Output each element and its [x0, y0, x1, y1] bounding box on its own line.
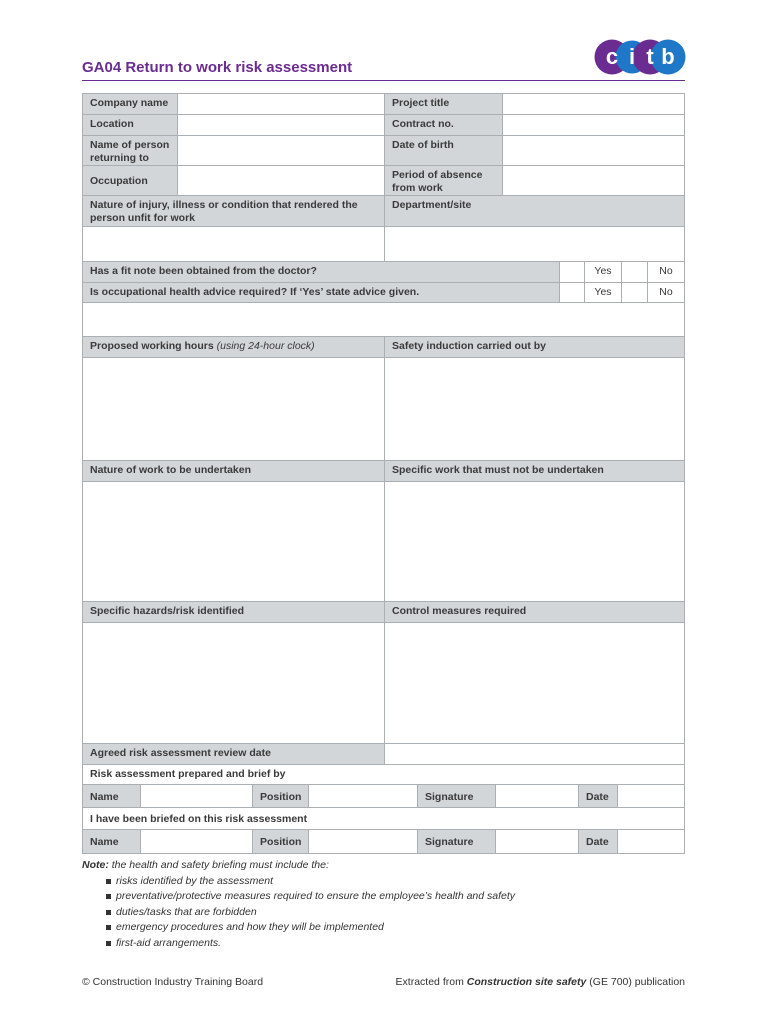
prepared-name-label: Name	[82, 784, 141, 808]
briefed-signature-label: Signature	[417, 829, 496, 854]
nature-work-field[interactable]	[82, 481, 385, 602]
period-absence-field[interactable]	[502, 165, 685, 196]
occ-health-question: Is occupational health advice required? If ‘Yes’ state advice given.	[82, 282, 560, 303]
safety-induction-field[interactable]	[384, 357, 685, 461]
occ-health-advice-field[interactable]	[82, 302, 685, 337]
briefed-position-label: Position	[252, 829, 309, 854]
briefed-date-label: Date	[578, 829, 618, 854]
prepared-position-field[interactable]	[308, 784, 418, 808]
review-date-label: Agreed risk assessment review date	[82, 743, 385, 765]
hazards-label: Specific hazards/risk identified	[82, 601, 385, 623]
prepared-by-heading: Risk assessment prepared and brief by	[82, 764, 685, 785]
project-title-label: Project title	[384, 93, 503, 115]
briefed-name-field[interactable]	[140, 829, 253, 854]
specific-not-label: Specific work that must not be undertaken	[384, 460, 685, 482]
prepared-signature-label: Signature	[417, 784, 496, 808]
note-intro-text: the health and safety briefing must include the:	[108, 859, 329, 871]
location-field[interactable]	[177, 114, 385, 136]
footer-source-suffix: (GE 700) publication	[586, 976, 685, 988]
footer-publication-title: Construction site safety	[466, 976, 587, 988]
occupation-field[interactable]	[177, 165, 385, 196]
title-divider	[82, 80, 685, 81]
project-title-field[interactable]	[502, 93, 685, 115]
proposed-hours-hint: (using 24-hour clock)	[216, 340, 315, 352]
fit-note-no-checkbox[interactable]	[621, 261, 648, 283]
prepared-date-label: Date	[578, 784, 618, 808]
occ-health-no-label: No	[647, 282, 685, 303]
company-name-field[interactable]	[177, 93, 385, 115]
fit-note-yes-checkbox[interactable]	[559, 261, 585, 283]
briefed-position-field[interactable]	[308, 829, 418, 854]
date-of-birth-label: Date of birth	[384, 135, 503, 166]
briefed-signature-field[interactable]	[495, 829, 579, 854]
proposed-hours-text: Proposed working hours	[90, 340, 214, 352]
nature-injury-field[interactable]	[82, 226, 385, 262]
hazards-field[interactable]	[82, 622, 385, 744]
svg-text:c: c	[605, 44, 619, 69]
control-measures-field[interactable]	[384, 622, 685, 744]
occ-health-yes-checkbox[interactable]	[559, 282, 585, 303]
nature-work-label: Nature of work to be undertaken	[82, 460, 385, 482]
prepared-position-label: Position	[252, 784, 309, 808]
citb-logo	[594, 39, 686, 75]
date-of-birth-field[interactable]	[502, 135, 685, 166]
note-list	[82, 874, 515, 952]
location-label: Location	[82, 114, 178, 136]
period-absence-label: Period of absence from work	[384, 165, 503, 196]
proposed-hours-label	[82, 336, 385, 358]
department-site-label: Department/site	[384, 195, 685, 227]
fit-note-question: Has a fit note been obtained from the doctor?	[82, 261, 560, 283]
svg-text:t: t	[646, 44, 654, 69]
proposed-hours-field[interactable]	[82, 357, 385, 461]
department-site-field[interactable]	[384, 226, 685, 262]
briefed-date-field[interactable]	[617, 829, 685, 854]
note-item: risks identified by the assessment	[116, 874, 515, 890]
form-title: GA04 Return to work risk assessment	[82, 59, 353, 76]
review-date-field[interactable]	[384, 743, 685, 765]
contract-no-label: Contract no.	[384, 114, 503, 136]
footer-source-prefix: Extracted from	[395, 976, 467, 988]
svg-text:i: i	[628, 44, 636, 69]
control-measures-label: Control measures required	[384, 601, 685, 623]
contract-no-field[interactable]	[502, 114, 685, 136]
occ-health-no-checkbox[interactable]	[621, 282, 648, 303]
prepared-date-field[interactable]	[617, 784, 685, 808]
fit-note-yes-label: Yes	[584, 261, 622, 283]
nature-injury-label: Nature of injury, illness or condition that rendered the person unfit for work	[82, 195, 385, 227]
prepared-signature-field[interactable]	[495, 784, 579, 808]
occupation-label: Occupation	[82, 165, 178, 196]
specific-not-field[interactable]	[384, 481, 685, 602]
occ-health-yes-label: Yes	[584, 282, 622, 303]
briefed-heading: I have been briefed on this risk assessment	[82, 807, 685, 830]
note-intro	[82, 858, 515, 874]
note-item: emergency procedures and how they will be implemented	[116, 920, 515, 936]
briefing-note	[82, 858, 515, 951]
footer-copyright: © Construction Industry Training Board	[82, 976, 264, 988]
note-label: Note:	[82, 859, 109, 871]
person-returning-label: Name of person returning to	[82, 135, 178, 166]
svg-text:b: b	[661, 44, 675, 69]
note-item: duties/tasks that are forbidden	[116, 905, 515, 921]
briefed-name-label: Name	[82, 829, 141, 854]
footer-source	[396, 976, 685, 988]
note-item: preventative/protective measures required to ensure the employee’s health and safety	[116, 889, 515, 905]
note-item: first-aid arrangements.	[116, 936, 515, 952]
safety-induction-label: Safety induction carried out by	[384, 336, 685, 358]
fit-note-no-label: No	[647, 261, 685, 283]
person-returning-field[interactable]	[177, 135, 385, 166]
prepared-name-field[interactable]	[140, 784, 253, 808]
company-name-label: Company name	[82, 93, 178, 115]
